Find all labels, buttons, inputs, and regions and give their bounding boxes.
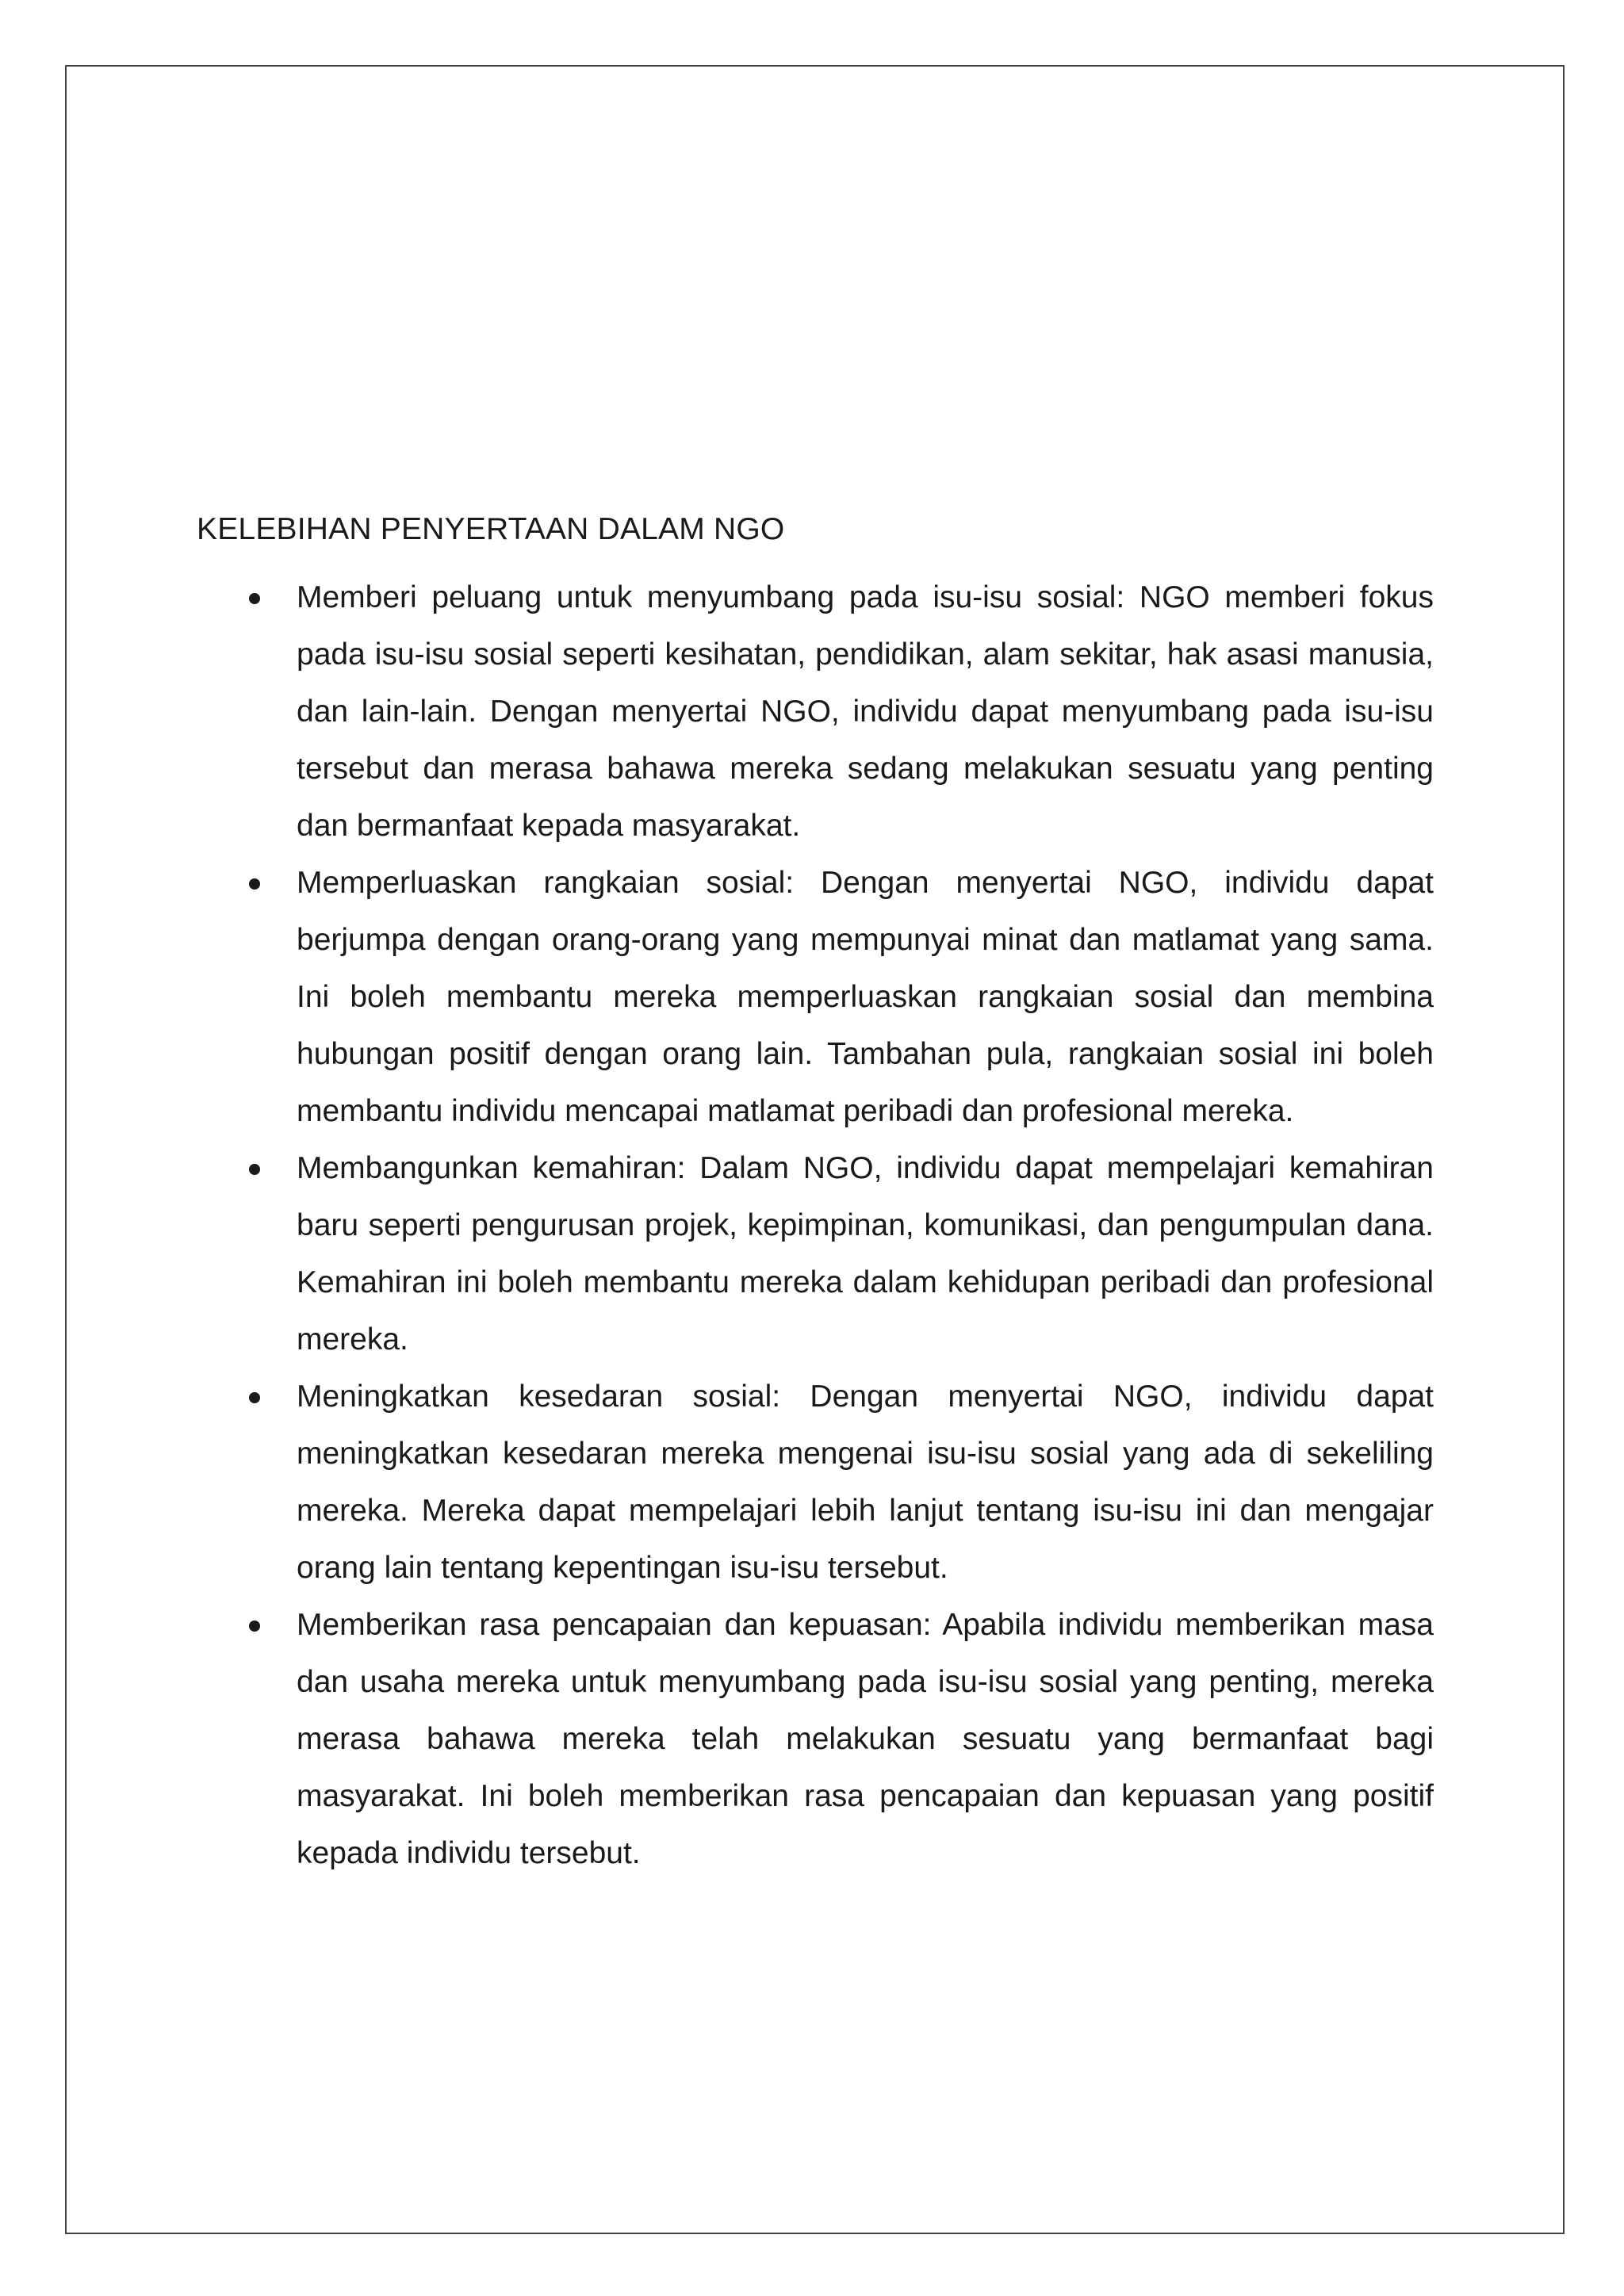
list-item-text: Membangunkan kemahiran: Dalam NGO, individu dapat mempelajari kemahiran baru seperti pengurusan projek, kepimpinan, komunikasi, dan pengumpulan dana. Kemahiran ini boleh membantu mereka dalam kehidupan peribadi dan profesional mereka. <box>297 1151 1434 1357</box>
list-item-text: Meningkatkan kesedaran sosial: Dengan menyertai NGO, individu dapat meningkatkan kesedaran mereka mengenai isu-isu sosial yang ada di sekeliling mereka. Mereka dapat mempelajari lebih lanjut tentang isu-isu ini dan mengajar orang lain tentang kepentingan isu-isu tersebut. <box>297 1380 1434 1585</box>
list-item-text: Memperluaskan rangkaian sosial: Dengan menyertai NGO, individu dapat berjumpa dengan orang-orang yang mempunyai minat dan matlamat yang sama. Ini boleh membantu mereka memperluaskan rangkaian sosial dan membina hubungan positif dengan orang lain. Tambahan pula, rangkaian sosial ini boleh membantu individu mencapai matlamat peribadi dan profesional mereka. <box>297 866 1434 1128</box>
bullet-list <box>197 569 1434 1882</box>
list-item <box>197 855 1434 1140</box>
list-item <box>197 569 1434 855</box>
document-heading: KELEBIHAN PENYERTAAN DALAM NGO <box>197 512 785 546</box>
bullet-icon <box>249 1164 260 1175</box>
list-item <box>197 1597 1434 1882</box>
list-item <box>197 1368 1434 1597</box>
document-body <box>197 506 1434 1882</box>
bullet-icon <box>249 1621 260 1632</box>
list-item-text: Memberi peluang untuk menyumbang pada isu-isu sosial: NGO memberi fokus pada isu-isu sosial seperti kesihatan, pendidikan, alam sekitar, hak asasi manusia, dan lain-lain. Dengan menyertai NGO, individu dapat menyumbang pada isu-isu tersebut dan merasa bahawa mereka sedang melakukan sesuatu yang penting dan bermanfaat kepada masyarakat. <box>297 580 1434 843</box>
bullet-icon <box>249 1392 260 1403</box>
bullet-icon <box>249 878 260 890</box>
bullet-icon <box>249 593 260 604</box>
list-item <box>197 1140 1434 1368</box>
list-item-text: Memberikan rasa pencapaian dan kepuasan: Apabila individu memberikan masa dan usaha mereka untuk menyumbang pada isu-isu sosial yang penting, mereka merasa bahawa mereka telah melakukan sesuatu yang bermanfaat bagi masyarakat. Ini boleh memberikan rasa pencapaian dan kepuasan yang positif kepada individu tersebut. <box>297 1608 1434 1870</box>
